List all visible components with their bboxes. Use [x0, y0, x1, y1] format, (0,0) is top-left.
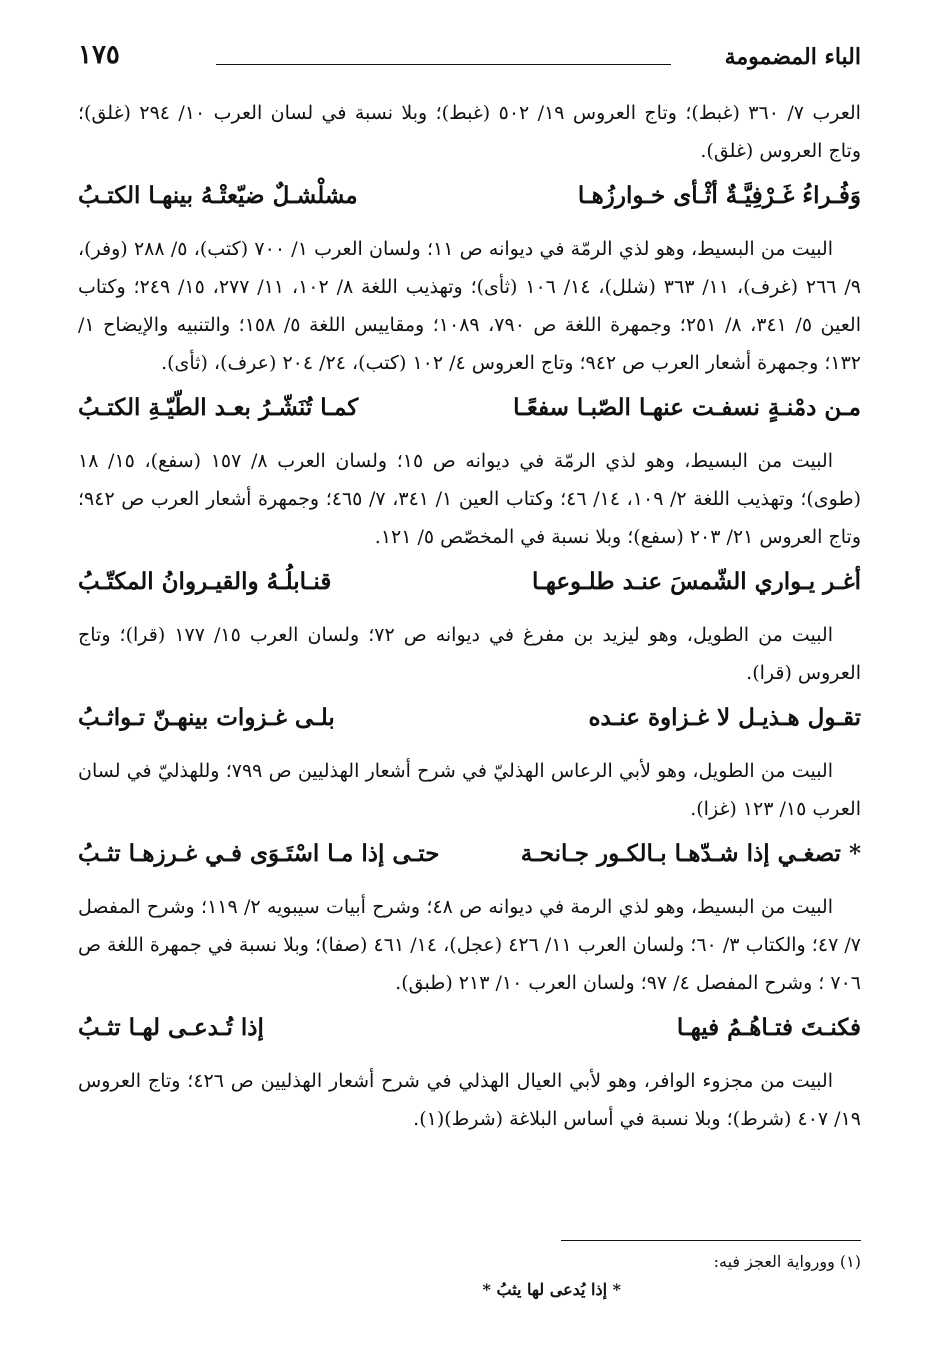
verse-line [78, 556, 861, 616]
verse-second-hemistich: كمـا تُنَشّـرُ بعـد الطّيّـةِ الكتـبُ [78, 394, 359, 421]
header-rule [216, 64, 671, 65]
verse-second-hemistich: مشلْشـلٌ ضيّعتْـهُ بينهـا الكتـبُ [78, 182, 358, 209]
page-body [78, 94, 861, 1138]
verse-first-hemistich: أغـر يـواري الشّمسَ عنـد طلـوعهـا [531, 568, 861, 595]
verse-second-hemistich: حتـى إذا مـا اسْتَـوَى فـي غـرزهـا تثـبُ [78, 840, 440, 867]
commentary-paragraph: البيت من الطويل، وهو ليزيد بن مفرغ في ديوانه ص ٧٢؛ ولسان العرب ١٥/ ١٧٧ (قرا)؛ وتاج العروس (قرا). [78, 624, 861, 684]
commentary-paragraph: العرب ٧/ ٣٦٠ (غبط)؛ وتاج العروس ١٩/ ٥٠٢ (غبط)؛ وبلا نسبة في لسان العرب ١٠/ ٢٩٤ (غلق)؛ وتاج العروس (غلق). [78, 102, 861, 162]
verse-second-hemistich: قنـابلُـهُ والقيـروانُ المكتّـبُ [78, 568, 332, 595]
page-header [78, 42, 861, 82]
footnote-line: (١) وورواية العجز فيه: [713, 1252, 861, 1271]
verse-first-hemistich: تقـول هـذيـل لا غـزاوة عنـده [588, 704, 861, 731]
verse-first-hemistich: مـن دمْنـةٍ نسفـت عنهـا الصّبـا سفعًـا [513, 394, 861, 421]
verse-line [78, 382, 861, 442]
verse-second-hemistich: بلـى غـزوات بينهـنّ تـواثـبُ [78, 704, 335, 731]
commentary-paragraph: البيت من البسيط، وهو لذي الرمة في ديوانه ص ٤٨؛ وشرح أبيات سيبويه ٢/ ١١٩؛ وشرح المفصل ٧/ ٤٧؛ والكتاب ٣/ ٦٠؛ ولسان العرب ١١/ ٤٢٦ (عجل)، ١٤/ ٤٦١ (صفا)؛ وبلا نسبة في جمهرة اللغة ص ٧٠٦ ؛ وشرح المفصل ٤/ ٩٧؛ ولسان العرب ١٠/ ٢١٣ (طبق). [78, 896, 861, 994]
verse-first-hemistich: * تصغـي إذا شـدّهـا بـالكـور جـانحـة [520, 840, 861, 867]
verse-first-hemistich: فكنـتَ فتـاهُـمُ فيهـا [676, 1014, 861, 1041]
commentary-paragraph: البيت من الطويل، وهو لأبي الرعاس الهذليّ في شرح أشعار الهذليين ص ٧٩٩؛ وللهذليّ في لسان العرب ١٥/ ١٢٣ (غزا). [78, 760, 861, 820]
commentary-paragraph: البيت من البسيط، وهو لذي الرمّة في ديوانه ص ١٥؛ ولسان العرب ٨/ ١٥٧ (سفع)، ١٥/ ١٨ (طوى)؛ وتهذيب اللغة ٢/ ١٠٩، ١٤/ ٤٦؛ وكتاب العين ١/ ٣٤١، ٧/ ٤٦٥؛ وجمهرة أشعار العرب ص ٩٤٢؛ وتاج العروس ٢١/ ٢٠٣ (سفع)؛ وبلا نسبة في المخصّص ٥/ ١٢١. [78, 450, 861, 548]
verse-second-hemistich: إذا تُـدعـى لهـا تثـبُ [78, 1014, 264, 1041]
footnote [78, 1248, 861, 1304]
footnote-rule [561, 1240, 861, 1241]
commentary-paragraph: البيت من البسيط، وهو لذي الرمّة في ديوانه ص ١١؛ ولسان العرب ١/ ٧٠٠ (كتب)، ٥/ ٢٨٨ (وفر)، ٩/ ٢٦٦ (غرف)، ١١/ ٣٦٣ (شلل)، ١٤/ ١٠٦ (ثأى)؛ وتهذيب اللغة ٨/ ١٠٢، ١١/ ٢٧٧، ١٥/ ٢٤٩؛ وكتاب العين ٥/ ٣٤١، ٨/ ٢٥١؛ وجمهرة اللغة ص ٧٩٠، ١٠٨٩؛ ومقاييس اللغة ٥/ ١٥٨؛ والتنبيه والإيضاح ١/ ١٣٢؛ وجمهرة أشعار العرب ص ٩٤٢؛ وتاج العروس ٤/ ١٠٢ (كتب)، ٢٤/ ٢٠٤ (عرف)، (ثأى). [78, 238, 861, 374]
commentary-paragraph: البيت من مجزوء الوافر، وهو لأبي العيال الهذلي في شرح أشعار الهذليين ص ٤٢٦؛ وتاج العروس ١٩/ ٤٠٧ (شرط)؛ وبلا نسبة في أساس البلاغة (شرط)(١). [78, 1070, 861, 1130]
verse-line [78, 828, 861, 888]
verse-first-hemistich: وَفُـراءُ غَـرْفِيَّـةٌ أثْـأى خـوارزُهـا [577, 182, 861, 209]
verse-line [78, 692, 861, 752]
page-number: ١٧٥ [78, 40, 120, 70]
footnote-quote: * إذا يُدعى لها يثبُ * [482, 1280, 621, 1299]
chapter-title: الباء المضمومة [724, 44, 861, 70]
verse-line [78, 170, 861, 230]
verse-line [78, 1002, 861, 1062]
